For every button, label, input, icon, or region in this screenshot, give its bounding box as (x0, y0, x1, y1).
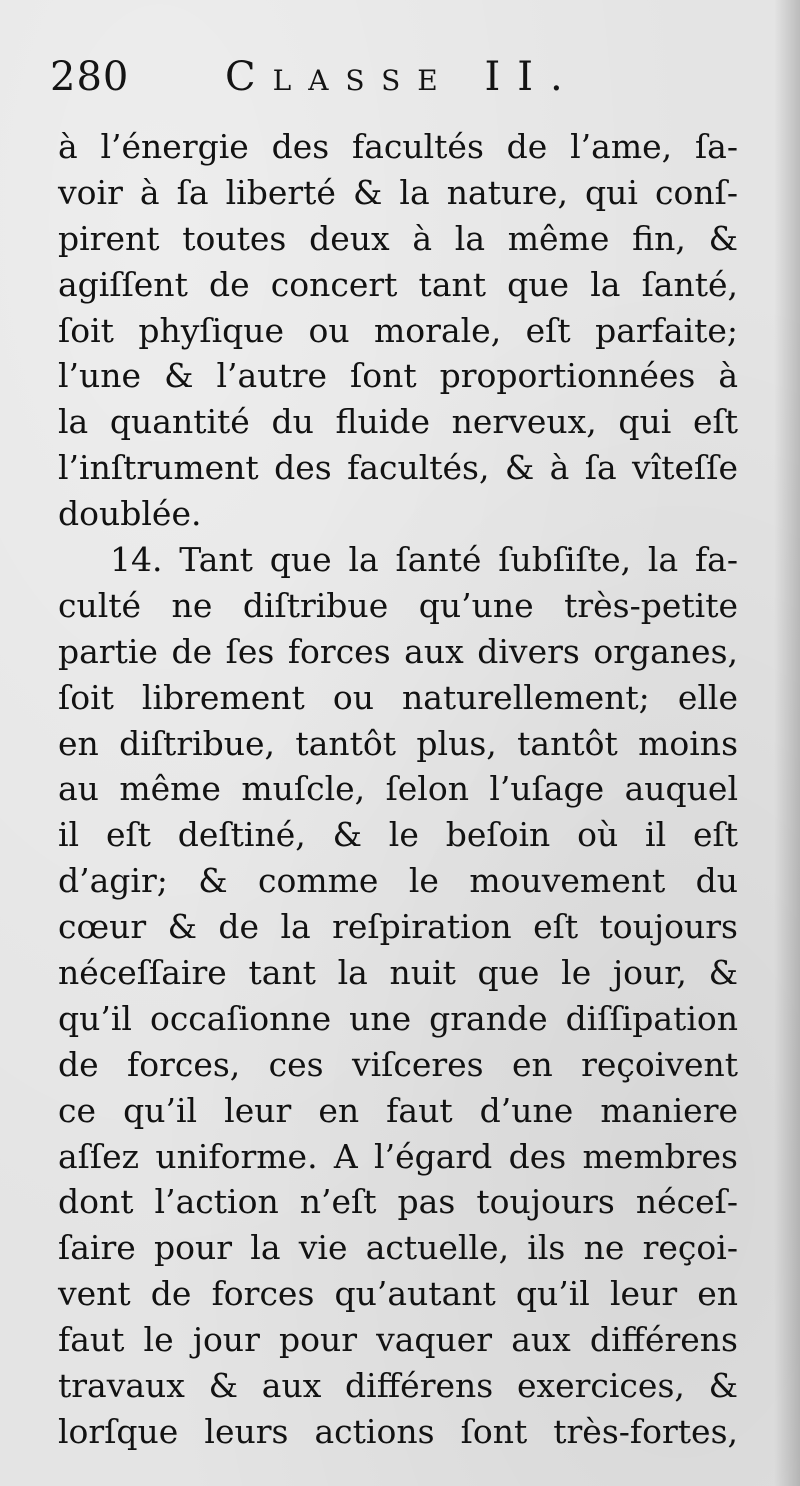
text-line: l’une & l’autre ſont proportionnées à (58, 356, 738, 396)
chapter-title: Classe II. (225, 54, 580, 100)
text-line: voir à ſa liberté & la nature, qui conſ- (58, 172, 738, 212)
text-line: vent de forces qu’autant qu’il leur en (58, 1274, 738, 1314)
text-line: la quantité du fluide nerveux, qui eſt (58, 402, 738, 442)
text-line: néceſſaire tant la nuit que le jour, & (58, 953, 738, 993)
text-line: de forces, ces viſceres en reçoivent (58, 1044, 738, 1084)
text-line: ſoit phyſique ou morale, eſt parfaite; (58, 310, 738, 350)
text-line: à l’énergie des facultés de l’ame, ſa- (58, 127, 738, 166)
text-line: pirent toutes deux à la même fin, & (58, 218, 738, 258)
page-number: 280 (50, 54, 130, 100)
text-line: partie de ſes forces aux divers organes, (58, 631, 738, 671)
text-line: l’inſtrument des facultés, & à ſa vîteſſe (58, 448, 738, 488)
text-line: dont l’action n’eſt pas toujours néceſ- (58, 1182, 738, 1222)
text-line: culté ne diſtribue qu’une très-petite (58, 585, 738, 625)
text-line: lorſque leurs actions ſont très-fortes, (58, 1411, 738, 1451)
text-line: cœur & de la reſpiration eſt toujours (58, 907, 738, 947)
text-line: qu’il occaſionne une grande diſſipation (58, 998, 738, 1038)
text-line: d’agir; & comme le mouvement du (58, 861, 738, 901)
page-gutter-shadow (774, 0, 800, 1486)
text-line: faut le jour pour vaquer aux différens (58, 1320, 738, 1360)
text-line: ſoit librement ou naturellement; elle (58, 677, 738, 717)
text-line: il eſt deſtiné, & le beſoin où il eſt (58, 815, 738, 855)
text-line: travaux & aux différens exercices, & (58, 1366, 738, 1406)
body-text (58, 124, 738, 1455)
text-line: ce qu’il leur en faut d’une maniere (58, 1090, 738, 1130)
text-line: ſaire pour la vie actuelle, ils ne reçoi- (58, 1228, 738, 1268)
section-14-first-line: 14. Tant que la ſanté ſubſiſte, la fa- (110, 540, 738, 580)
text-line: agiſſent de concert tant que la ſanté, (58, 264, 738, 304)
text-line: aſſez uniforme. A l’égard des membres (58, 1136, 738, 1176)
text-line: en diſtribue, tantôt plus, tantôt moins (58, 723, 738, 763)
text-line: au même muſcle, ſelon l’uſage auquel (58, 769, 738, 809)
running-head (50, 48, 750, 108)
text-line: doublée. (58, 494, 202, 534)
